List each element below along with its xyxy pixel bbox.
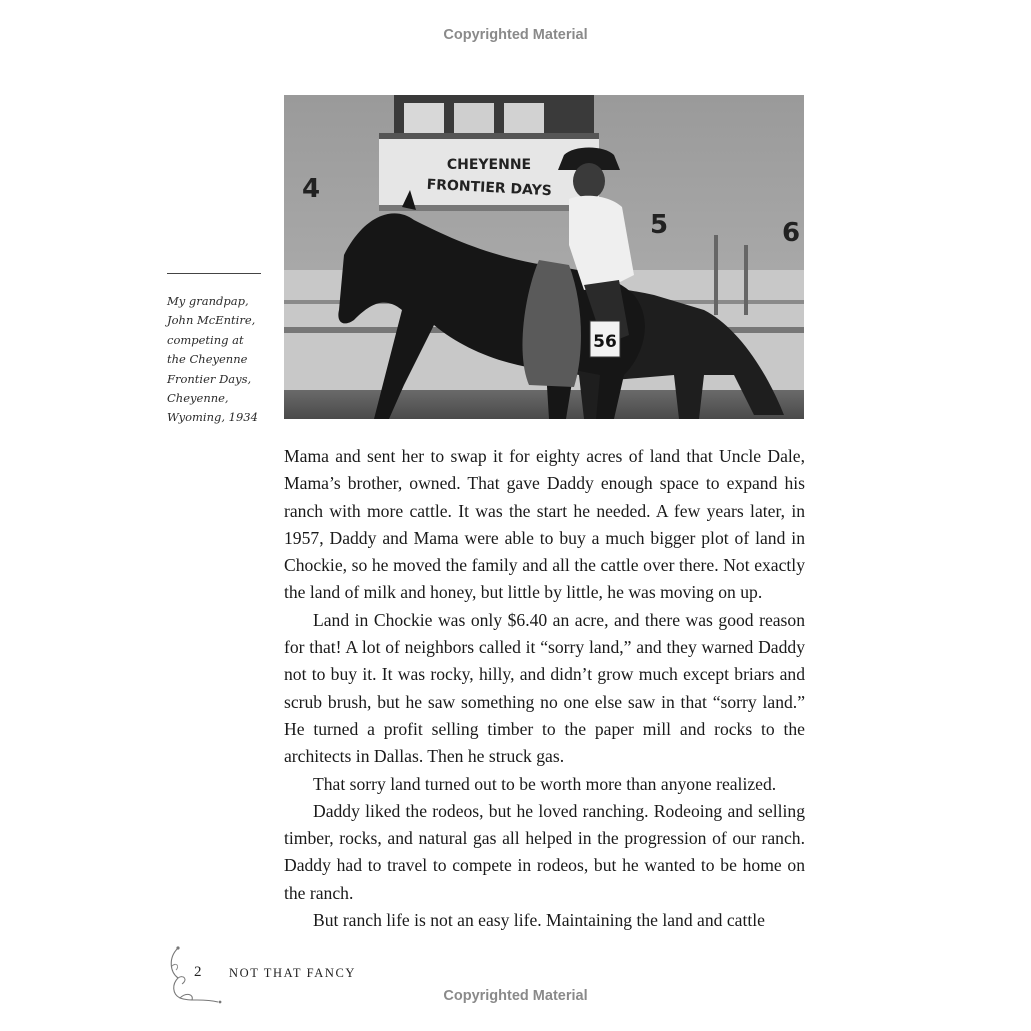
chute-number-6: 6 xyxy=(782,218,801,248)
caption-line: Wyoming, 1934 xyxy=(167,410,258,425)
sign-line-2: FRONTIER DAYS xyxy=(426,176,553,200)
photo-caption xyxy=(167,292,267,428)
body-text xyxy=(284,443,805,934)
paragraph: Mama and sent her to swap it for eighty acres of land that Uncle Dale, Mama’s brother, owned. That gave Daddy enough space to expand his ranch with more cattle. It was the start he needed. A few years later, in 1957, Daddy and Mama were able to buy a much bigger plot of land in Chockie, so he moved the family and all the cattle over there. Not exactly the land of milk and honey, but little by little, he was moving on up. xyxy=(284,446,805,603)
caption-line: Cheyenne, xyxy=(167,391,229,406)
rodeo-photo-illustration xyxy=(284,95,804,419)
watermark-bottom: Copyrighted Material xyxy=(443,988,588,1004)
paragraph: Daddy liked the rodeos, but he loved ranching. Rodeoing and selling timber, rocks, and natural gas all helped in the progression of our ranch. Daddy had to travel to compete in rodeos, but he wanted to be home on the ranch. xyxy=(284,800,805,903)
watermark-top: Copyrighted Material xyxy=(443,27,588,43)
page-number: 2 xyxy=(194,964,202,980)
caption-rule xyxy=(167,273,261,274)
caption-line: competing at xyxy=(167,332,244,347)
chute-number-5: 5 xyxy=(650,210,669,240)
rodeo-photo xyxy=(284,95,804,419)
caption-line: Frontier Days, xyxy=(167,371,252,386)
paragraph: But ranch life is not an easy life. Maintaining the land and cattle xyxy=(313,910,765,931)
caption-line: the Cheyenne xyxy=(167,352,248,367)
caption-line: John McEntire, xyxy=(167,313,256,328)
paragraph: That sorry land turned out to be worth more than anyone realized. xyxy=(313,773,777,794)
caption-line: My grandpap, xyxy=(167,294,249,308)
paragraph: Land in Chockie was only $6.40 an acre, and there was good reason for that! A lot of neighbors called it “sorry land,” and they warned Daddy not to buy it. It was rocky, hilly, and didn’t grow much except briars and scrub brush, but he saw something no one else saw in that “sorry land.” He turned a profit selling timber to the paper mill and rocks to the architects in Dallas. Then he struck gas. xyxy=(284,609,805,767)
running-head: NOT THAT FANCY xyxy=(229,966,357,980)
chute-number-4: 4 xyxy=(302,174,321,204)
rider-number: 56 xyxy=(593,332,617,352)
sign-line-1: CHEYENNE xyxy=(446,157,532,173)
